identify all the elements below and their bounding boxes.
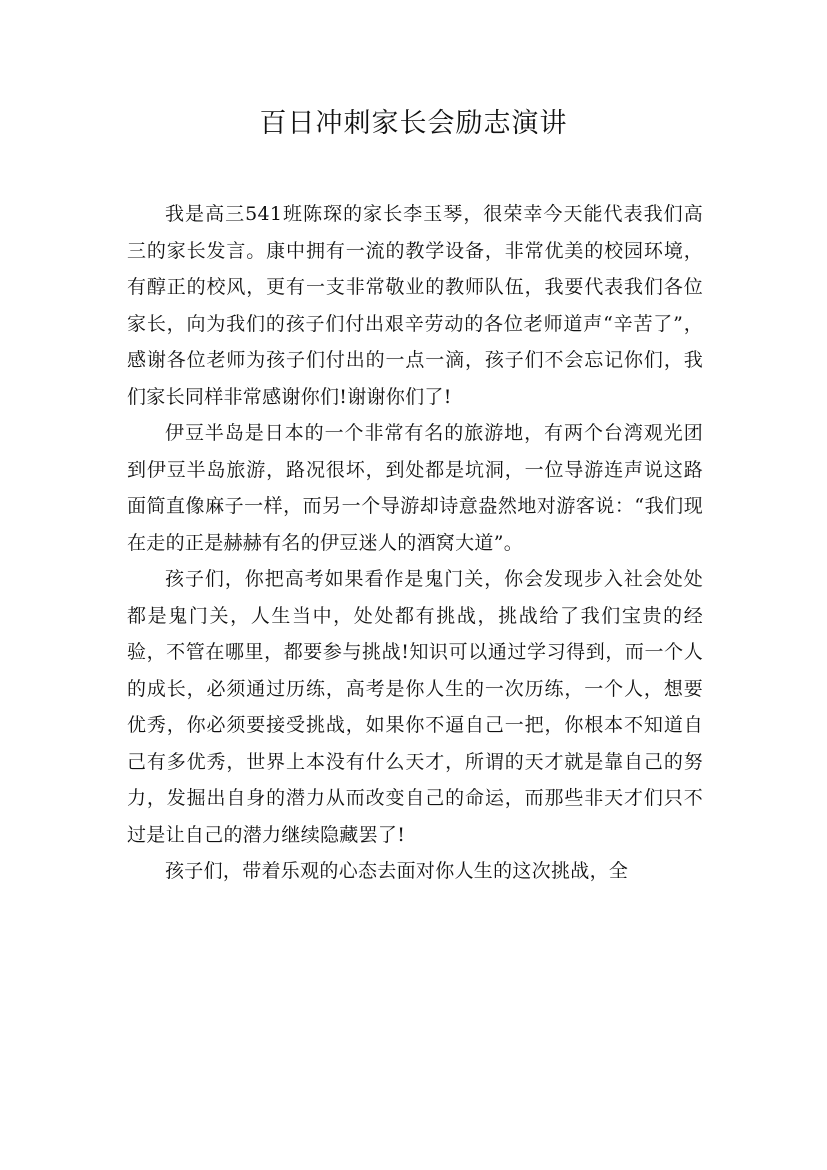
document-title: 百日冲刺家长会励志演讲	[259, 108, 568, 139]
paragraph-3: 孩子们，你把高考如果看作是鬼门关，你会发现步入社会处处都是鬼门关，人生当中，处处都有挑战，挑战给了我们宝贵的经验，不管在哪里，都要参与挑战!知识可以通过学习得到，而一个人的成长，必须通过历练，高考是你人生的一次历练，一个人，想要优秀，你必须要接受挑战，如果你不逼自己一把，你根本不知道自己有多优秀，世界上本没有什么天才，所谓的天才就是靠自己的努力，发掘出自身的潜力从而改变自己的命运，而那些非天才们只不过是让自己的潜力继续隐藏罢了!	[127, 568, 703, 846]
paragraph-1: 我是高三541班陈琛的家长李玉琴，很荣幸今天能代表我们高三的家长发言。康中拥有一流的教学设备，非常优美的校园环境，有醇正的校风，更有一支非常敬业的教师队伍，我要代表我们各位家长，向为我们的孩子们付出艰辛劳动的各位老师道声“辛苦了”，感谢各位老师为孩子们付出的一点一滴，孩子们不会忘记你们，我们家长同样非常感谢你们!谢谢你们了!	[127, 203, 703, 408]
document-body	[127, 196, 703, 890]
paragraph-4: 孩子们，带着乐观的心态去面对你人生的这次挑战，全	[165, 860, 629, 882]
paragraph-2: 伊豆半岛是日本的一个非常有名的旅游地，有两个台湾观光团到伊豆半岛旅游，路况很坏，到处都是坑洞，一位导游连声说这路面简直像麻子一样，而另一个导游却诗意盎然地对游客说：“我们现在走的正是赫赫有名的伊豆迷人的酒窝大道”。	[127, 422, 703, 554]
